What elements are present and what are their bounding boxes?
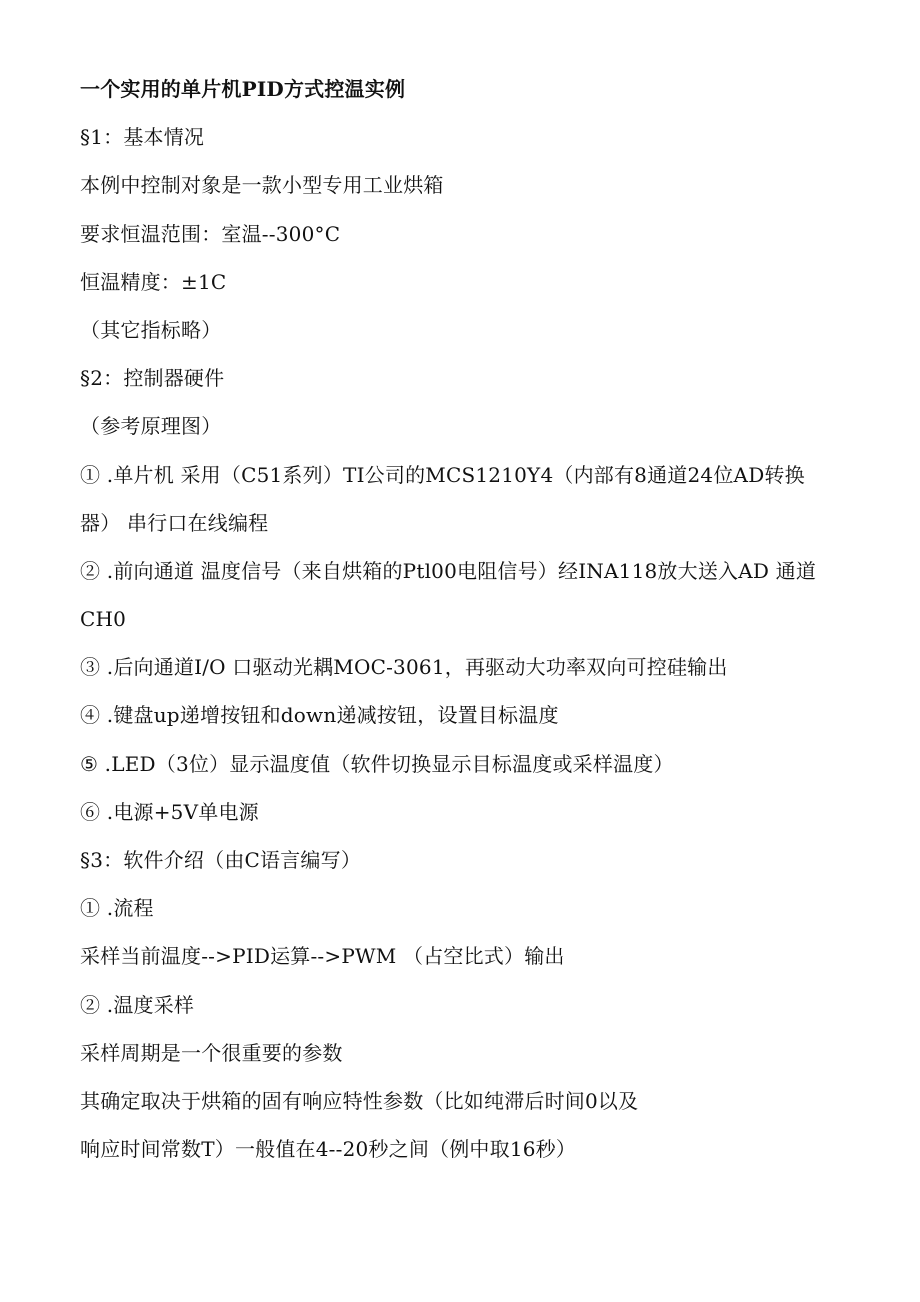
- list-item: ④ .键盘up递增按钮和down递减按钮，设置目标温度: [80, 703, 559, 728]
- section-3-heading: §3：软件介绍（由C语言编写）: [80, 848, 362, 872]
- text-line: 要求恒温范围：室温--300°C: [80, 221, 341, 246]
- text-line: 其确定取决于烘箱的固有响应特性参数（比如纯滞后时间0以及: [80, 1088, 639, 1113]
- text-line: 本例中控制对象是一款小型专用工业烘箱: [80, 173, 444, 198]
- list-item: ⑤ .LED（3位）显示温度值（软件切换显示目标温度或采样温度）: [80, 751, 674, 776]
- list-item: ② .前向通道 温度信号（来自烘箱的Ptl00电阻信号）经INA118放大送入AD 通道: [80, 558, 817, 583]
- list-item: ⑥ .电源+5V单电源: [80, 799, 259, 824]
- section-2-heading: §2：控制器硬件: [80, 366, 225, 391]
- list-item-continuation: CH0: [80, 607, 127, 632]
- text-line: 采样周期是一个很重要的参数: [80, 1040, 343, 1065]
- text-line: 响应时间常数T）一般值在4--20秒之间（例中取16秒）: [80, 1137, 577, 1162]
- list-item: ③ .后向通道I/O 口驱动光耦MOC-3061，再驱动大功率双向可控硅输出: [80, 655, 728, 680]
- document-body: [80, 70, 860, 1178]
- section-1-heading: §1：基本情况: [80, 125, 205, 150]
- text-line: 采样当前温度-->PID运算-->PWM （占空比式）输出: [80, 944, 565, 969]
- list-item: ① .流程: [80, 896, 154, 921]
- text-line: （其它指标略）: [80, 317, 222, 342]
- document-title: 一个实用的单片机PID方式控温实例: [80, 77, 406, 101]
- text-line: 恒温精度：±1C: [80, 269, 227, 294]
- list-item-continuation: 器） 串行口在线编程: [80, 510, 269, 535]
- list-item: ① .单片机 采用（C51系列）TI公司的MCS1210Y4（内部有8通道24位AD转换: [80, 462, 805, 487]
- list-item: ② .温度采样: [80, 992, 195, 1017]
- text-line: （参考原理图）: [80, 414, 222, 439]
